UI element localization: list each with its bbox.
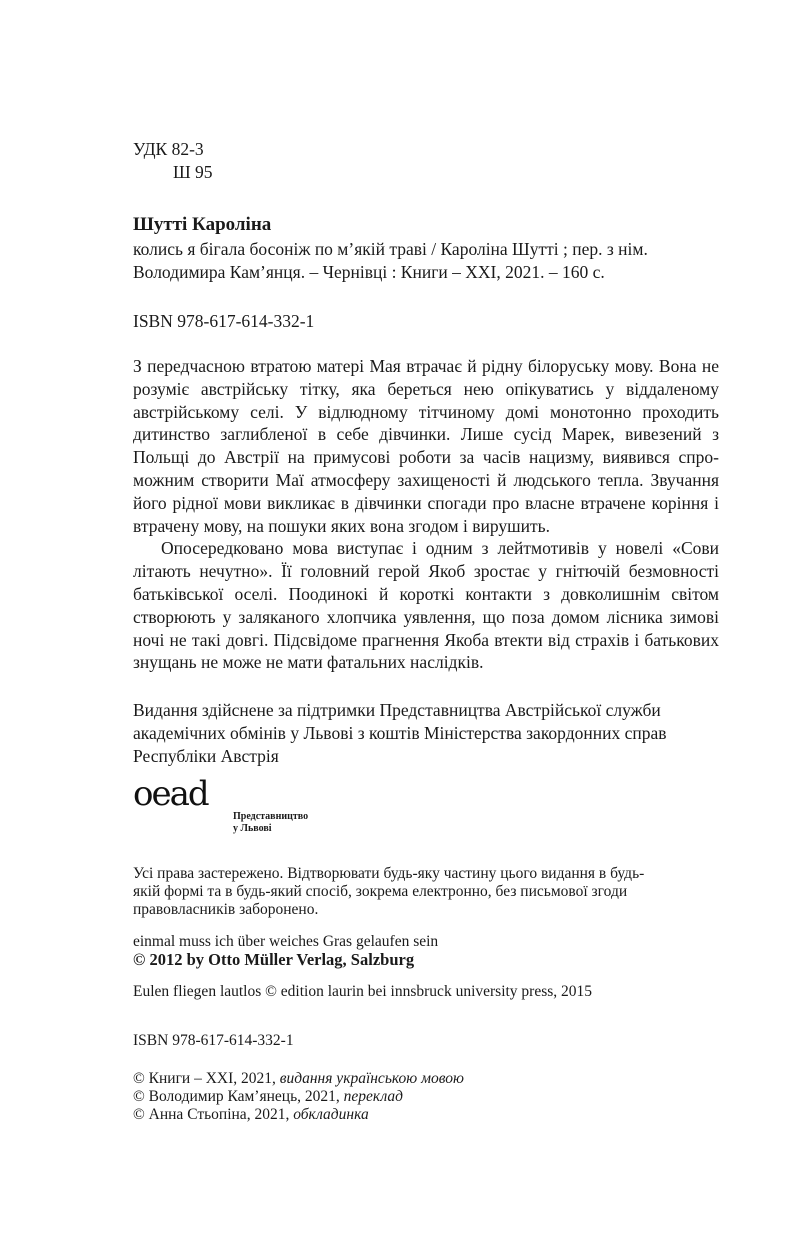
annotation-paragraph-1: З передчасною втратою матері Мая втрачає й рідну білоруську мову. Вона не розуміє австрійську тітку, яка береться нею опікуватись у віддаленому австрійському селі. У відлюдному тітчиному домі монотонно проходить дитинство заглибленої в себе дівчинки. Лише сусід Марек, вивезений з Польщі до Австрії на примусові роботи за часів нацизму, виявився спроможним створити Маї атмосферу захищеності й людського тепла. Звучання його рідної мови викликає в дівчинки спогади про власне втрачене коріння і втрачену мову, на пошуки яких вона згодом і вирушить. bbox=[133, 356, 719, 536]
bib-line-1: колись я бігала босоніж по м’якій траві / Кароліна Шутті ; пер. з нім. bbox=[133, 239, 648, 259]
isbn-primary: ISBN 978-617-614-332-1 bbox=[133, 311, 315, 331]
annotation-paragraph-2: Опосередковано мова виступає і одним з лейтмотивів у новелі «Сови літають нечутно». Її головний герой Якоб зростає у гнітючій безмовності батьківської оселі. Поодинокі й короткі контакти з довколишнім світом створюють у заляканого хлопчика уявлення, що поза домом лісника зимові ночі не такі довгі. Підсвідоме прагнення Якоба втекти від страхів і батькових знущань не може не мати фатальних наслідків. bbox=[133, 538, 719, 673]
credit-role: видання українською мовою bbox=[279, 1070, 464, 1087]
rights-notice bbox=[133, 865, 644, 919]
credit-holder: © Володимир Кам’янець, 2021, bbox=[133, 1088, 344, 1105]
credit-line bbox=[133, 1070, 464, 1088]
support-line-2: академічних обмінів у Львові з коштів Міністерства закордонних справ bbox=[133, 723, 667, 743]
bib-line-2: Володимира Кам’янця. – Чернівці : Книги – XXI, 2021. – 160 с. bbox=[133, 262, 605, 282]
oead-wordmark: oead bbox=[133, 774, 208, 814]
bibliographic-record bbox=[133, 213, 648, 284]
credit-role: переклад bbox=[343, 1088, 403, 1105]
credit-holder: © Анна Стьопіна, 2021, bbox=[133, 1106, 294, 1123]
rights-line-2: якій формі та в будь-який спосіб, зокрема електронно, без письмової згоди bbox=[133, 883, 628, 900]
logo-subtitle-1: Представництво bbox=[233, 811, 309, 822]
original-title-1: einmal muss ich über weiches Gras gelaufen sein bbox=[133, 933, 439, 950]
credit-role: обкладинка bbox=[293, 1106, 369, 1123]
isbn-secondary: ISBN 978-617-614-332-1 bbox=[133, 1032, 294, 1049]
credit-line bbox=[133, 1088, 464, 1106]
credit-line bbox=[133, 1106, 464, 1124]
oead-logo bbox=[133, 774, 309, 835]
annotation bbox=[133, 355, 719, 674]
credits bbox=[133, 1070, 464, 1124]
rights-line-1: Усі права застережено. Відтворювати будь-яку частину цього видання в будь- bbox=[133, 865, 645, 882]
support-line-1: Видання здійснене за підтримки Представництва Австрійської служби bbox=[133, 700, 661, 720]
support-statement bbox=[133, 699, 667, 768]
original-title-2: Eulen fliegen lautlos © edition laurin bei innsbruck university press, 2015 bbox=[133, 983, 593, 1000]
classification bbox=[133, 138, 213, 184]
credit-holder: © Книги – XXI, 2021, bbox=[133, 1070, 280, 1087]
support-line-3: Республіки Австрія bbox=[133, 746, 279, 766]
author-code: Ш 95 bbox=[173, 162, 213, 182]
rights-line-3: правовласників заборонено. bbox=[133, 901, 319, 918]
author-heading: Шутті Кароліна bbox=[133, 214, 272, 235]
logo-subtitle-2: у Львові bbox=[233, 823, 272, 834]
original-copyright-1: © 2012 by Otto Müller Verlag, Salzburg bbox=[133, 950, 415, 969]
udk-code: УДК 82-3 bbox=[133, 139, 204, 159]
original-edition bbox=[133, 933, 438, 969]
